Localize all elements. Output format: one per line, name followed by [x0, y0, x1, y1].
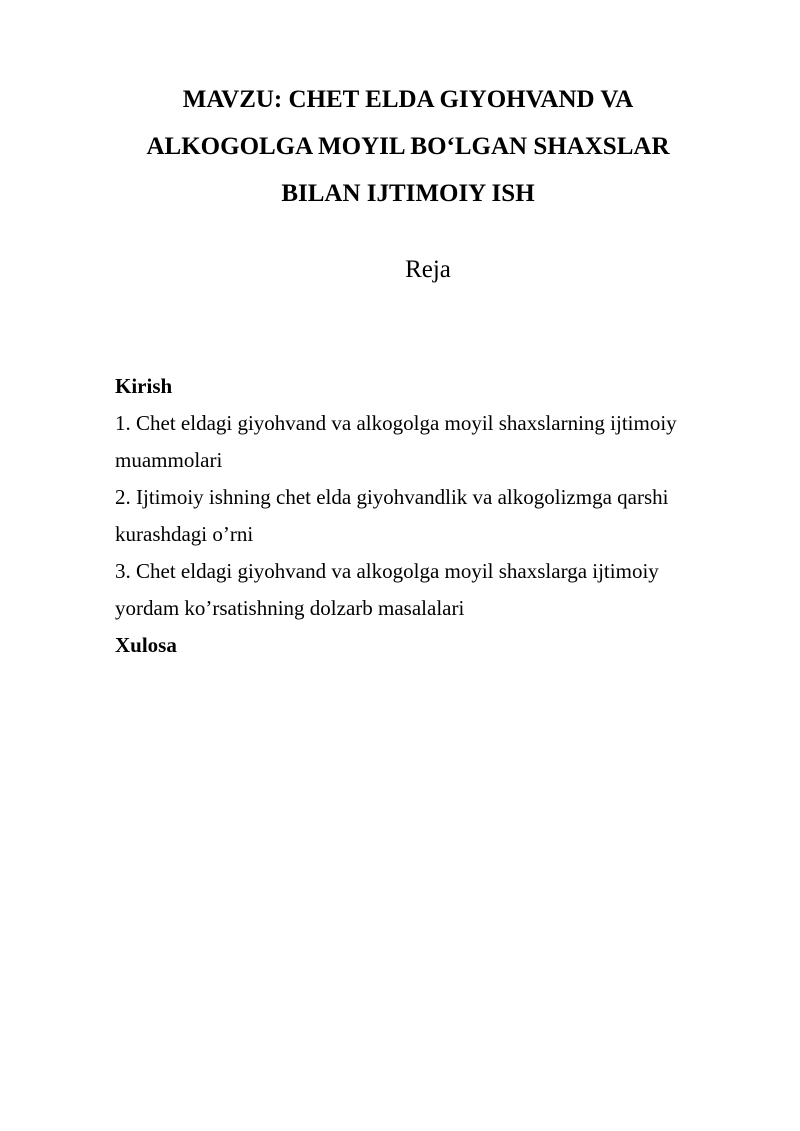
outline-intro: Kirish [115, 374, 173, 398]
outline-item [115, 405, 755, 479]
plan-outline [115, 368, 755, 664]
plan-heading: Reja [405, 256, 451, 283]
outline-item-line: 2. Ijtimoiy ishning chet elda giyohvandlik va alkogolizmga qarshi [115, 485, 669, 509]
title-line: BILAN IJTIMOIY ISH [281, 180, 535, 207]
title-line: ALKOGOLGA MOYIL BO‘LGAN SHAXSLAR [146, 133, 670, 160]
title-line: MAVZU: CHET ELDA GIYOHVAND VA [182, 86, 634, 113]
outline-item [115, 553, 755, 627]
document-title [80, 76, 736, 217]
outline-item-line: yordam ko’rsatishning dolzarb masalalari [115, 596, 465, 620]
outline-item [115, 479, 755, 553]
outline-conclusion: Xulosa [115, 633, 177, 657]
outline-item-line: 3. Chet eldagi giyohvand va alkogolga moyil shaxslarga ijtimoiy [115, 559, 659, 583]
outline-item-line: 1. Chet eldagi giyohvand va alkogolga moyil shaxslarning ijtimoiy [115, 411, 677, 435]
outline-item-line: kurashdagi o’rni [115, 522, 254, 546]
outline-item-line: muammolari [115, 448, 223, 472]
